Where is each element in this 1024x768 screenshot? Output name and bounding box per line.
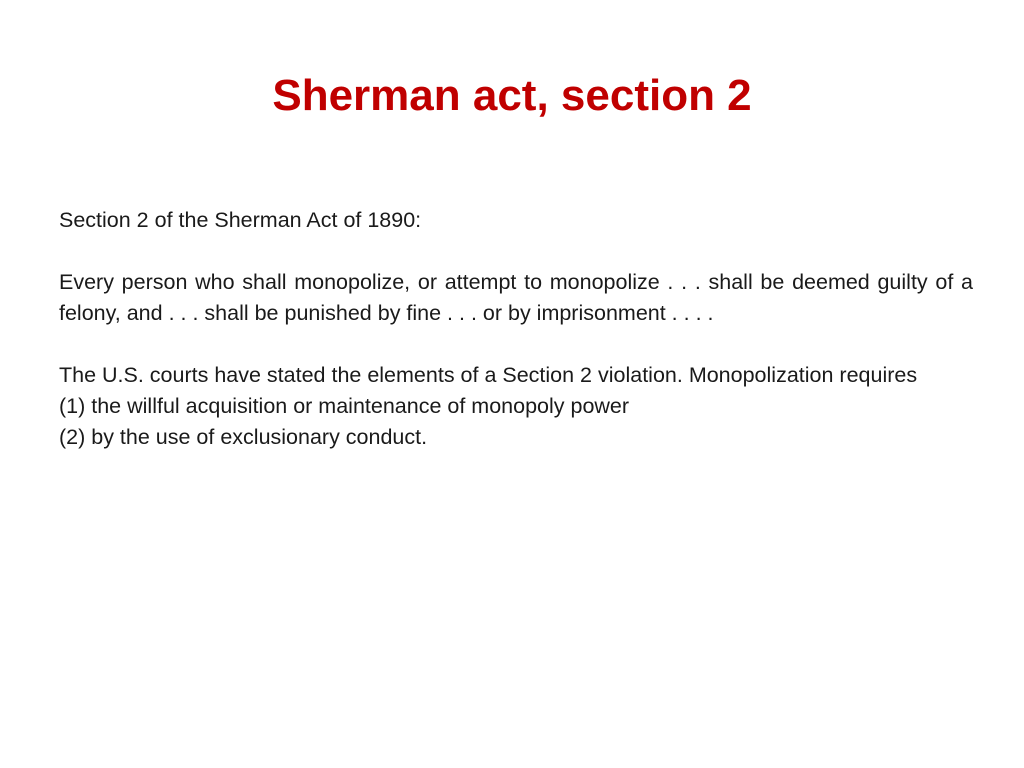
element-item-1: (1) the willful acquisition or maintenance of monopoly power — [59, 394, 630, 418]
spacer — [59, 236, 973, 267]
statute-quote-paragraph: Every person who shall monopolize, or attempt to monopolize . . . shall be deemed guilty of a felony, and . . . shall be punished by fine . . . or by imprisonment . . . . — [59, 270, 973, 325]
spacer — [59, 329, 973, 360]
element-item-2: (2) by the use of exclusionary conduct. — [59, 425, 428, 449]
slide-title: Sherman act, section 2 — [272, 71, 752, 120]
slide-body — [59, 205, 973, 453]
courts-paragraph: The U.S. courts have stated the elements of a Section 2 violation. Monopolization requires — [59, 363, 918, 387]
intro-paragraph: Section 2 of the Sherman Act of 1890: — [59, 208, 422, 232]
